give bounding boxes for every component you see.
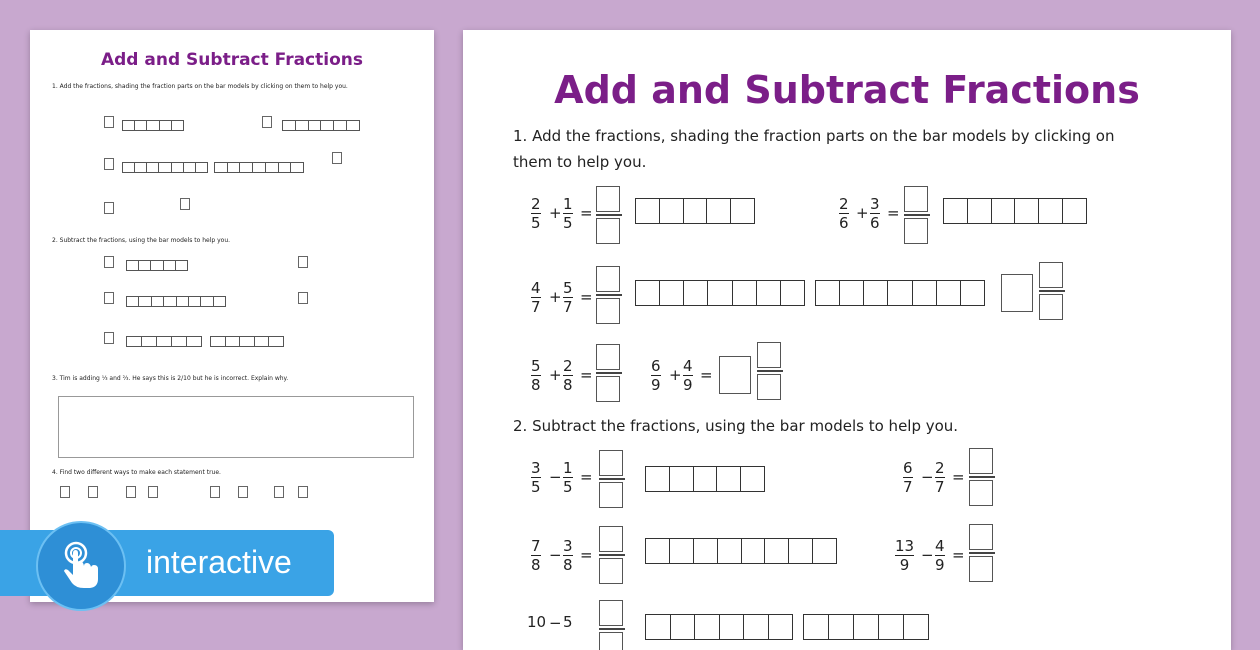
bar-model-fifths[interactable] xyxy=(645,466,765,492)
fraction-i2: 4 9 xyxy=(935,537,945,574)
answer-fraction-boxes[interactable] xyxy=(969,524,995,582)
thumb-answer-box xyxy=(210,486,220,498)
thumb-bar-model xyxy=(210,336,284,347)
thumb-bar-model xyxy=(122,120,184,131)
interactive-label: interactive xyxy=(146,544,292,580)
page-title: Add and Subtract Fractions xyxy=(554,68,1140,112)
thumbnail-worksheet[interactable] xyxy=(30,30,434,602)
fraction-h1: 7 8 xyxy=(531,537,541,574)
fraction-a2: 1 5 xyxy=(563,195,573,232)
thumb-answer-box xyxy=(104,158,114,170)
thumb-answer-box xyxy=(238,486,248,498)
thumb-bar-model xyxy=(126,336,202,347)
bar-model-eighths[interactable] xyxy=(645,538,837,564)
thumb-answer-box xyxy=(126,486,136,498)
thumb-bar-model xyxy=(126,260,188,271)
bar-model[interactable] xyxy=(645,614,793,640)
answer-fraction-boxes[interactable] xyxy=(596,344,622,402)
minus-sign: − xyxy=(549,614,562,632)
thumbnail-question-3: 3. Tim is adding ⅓ and ⅔. He says this is 2/10 but he is incorrect. Explain why. xyxy=(52,375,289,382)
plus-sign: + xyxy=(549,288,562,306)
answer-fraction-boxes[interactable] xyxy=(596,186,622,244)
fraction-b2: 3 6 xyxy=(870,195,880,232)
thumb-answer-box xyxy=(104,202,114,214)
thumb-bar-model xyxy=(282,120,360,131)
equals-sign: = xyxy=(887,204,900,222)
interactive-badge[interactable] xyxy=(0,530,334,596)
thumbnail-title: Add and Subtract Fractions xyxy=(100,50,363,70)
minus-sign: − xyxy=(921,546,934,564)
fraction-i1: 13 9 xyxy=(895,537,915,574)
answer-fraction-boxes[interactable] xyxy=(757,342,783,400)
thumb-answer-box xyxy=(60,486,70,498)
question-2: 2. Subtract the fractions, using the bar models to help you. xyxy=(513,417,959,435)
whole-number-box[interactable] xyxy=(719,356,751,394)
thumb-explain-box[interactable] xyxy=(58,396,414,458)
thumb-answer-box xyxy=(148,486,158,498)
minus-sign: − xyxy=(549,546,562,564)
fraction-d2: 2 8 xyxy=(563,357,573,394)
thumb-answer-box xyxy=(180,198,190,210)
answer-fraction-boxes[interactable] xyxy=(969,448,995,506)
equals-sign: = xyxy=(580,366,593,384)
answer-fraction-boxes[interactable] xyxy=(596,266,622,324)
fraction-f2: 1 5 xyxy=(563,459,573,496)
fraction-d1: 5 8 xyxy=(531,357,541,394)
thumb-answer-box xyxy=(262,116,272,128)
fraction-c1: 4 7 xyxy=(531,279,541,316)
minus-sign: − xyxy=(549,468,562,486)
fraction-g2: 2 7 xyxy=(935,459,945,496)
minus-sign: − xyxy=(921,468,934,486)
equals-sign: = xyxy=(580,546,593,564)
bar-model-sevenths[interactable] xyxy=(815,280,985,306)
answer-fraction-boxes[interactable] xyxy=(599,600,625,650)
fraction-e1: 6 9 xyxy=(651,357,661,394)
equals-sign: = xyxy=(952,468,965,486)
fraction-j1: 10 xyxy=(527,613,547,631)
bar-model[interactable] xyxy=(803,614,929,640)
fraction-g1: 6 7 xyxy=(903,459,913,496)
bar-model-fifths[interactable] xyxy=(635,198,755,224)
thumb-answer-box xyxy=(88,486,98,498)
equals-sign: = xyxy=(700,366,713,384)
thumb-answer-box xyxy=(274,486,284,498)
thumb-answer-box xyxy=(298,486,308,498)
whole-number-box[interactable] xyxy=(1001,274,1033,312)
thumb-bar-model xyxy=(126,296,226,307)
bar-model-sixths[interactable] xyxy=(943,198,1087,224)
answer-fraction-boxes[interactable] xyxy=(1039,262,1065,320)
fraction-j2: 5 xyxy=(563,613,573,631)
equals-sign: = xyxy=(580,468,593,486)
thumbnail-question-4: 4. Find two different ways to make each statement true. xyxy=(52,469,221,476)
question-1: 1. Add the fractions, shading the fraction parts on the bar models by clicking on them to help you. xyxy=(513,127,1115,171)
equals-sign: = xyxy=(580,204,593,222)
fraction-b1: 2 6 xyxy=(839,195,849,232)
main-worksheet xyxy=(463,30,1231,650)
thumb-answer-box xyxy=(332,152,342,164)
bar-model-sevenths[interactable] xyxy=(635,280,805,306)
equals-sign: = xyxy=(580,288,593,306)
fraction-h2: 3 8 xyxy=(563,537,573,574)
equals-sign: = xyxy=(952,546,965,564)
thumb-answer-box xyxy=(104,116,114,128)
fraction-f1: 3 5 xyxy=(531,459,541,496)
thumbnail-question-1: 1. Add the fractions, shading the fraction parts on the bar models by clicking on them to help you. xyxy=(52,83,348,90)
plus-sign: + xyxy=(549,366,562,384)
thumbnail-question-2: 2. Subtract the fractions, using the bar models to help you. xyxy=(52,237,231,244)
fraction-c2: 5 7 xyxy=(563,279,573,316)
answer-fraction-boxes[interactable] xyxy=(904,186,930,244)
plus-sign: + xyxy=(856,204,869,222)
plus-sign: + xyxy=(669,366,682,384)
thumb-bar-model xyxy=(214,162,304,173)
thumb-answer-box xyxy=(298,292,308,304)
thumb-answer-box xyxy=(298,256,308,268)
plus-sign: + xyxy=(549,204,562,222)
thumb-answer-box xyxy=(104,292,114,304)
fraction-e2: 4 9 xyxy=(683,357,693,394)
answer-fraction-boxes[interactable] xyxy=(599,450,625,508)
thumb-answer-box xyxy=(104,332,114,344)
answer-fraction-boxes[interactable] xyxy=(599,526,625,584)
thumb-bar-model xyxy=(122,162,208,173)
thumb-answer-box xyxy=(104,256,114,268)
fraction-a1: 2 5 xyxy=(531,195,541,232)
tap-hand-icon xyxy=(36,521,126,611)
